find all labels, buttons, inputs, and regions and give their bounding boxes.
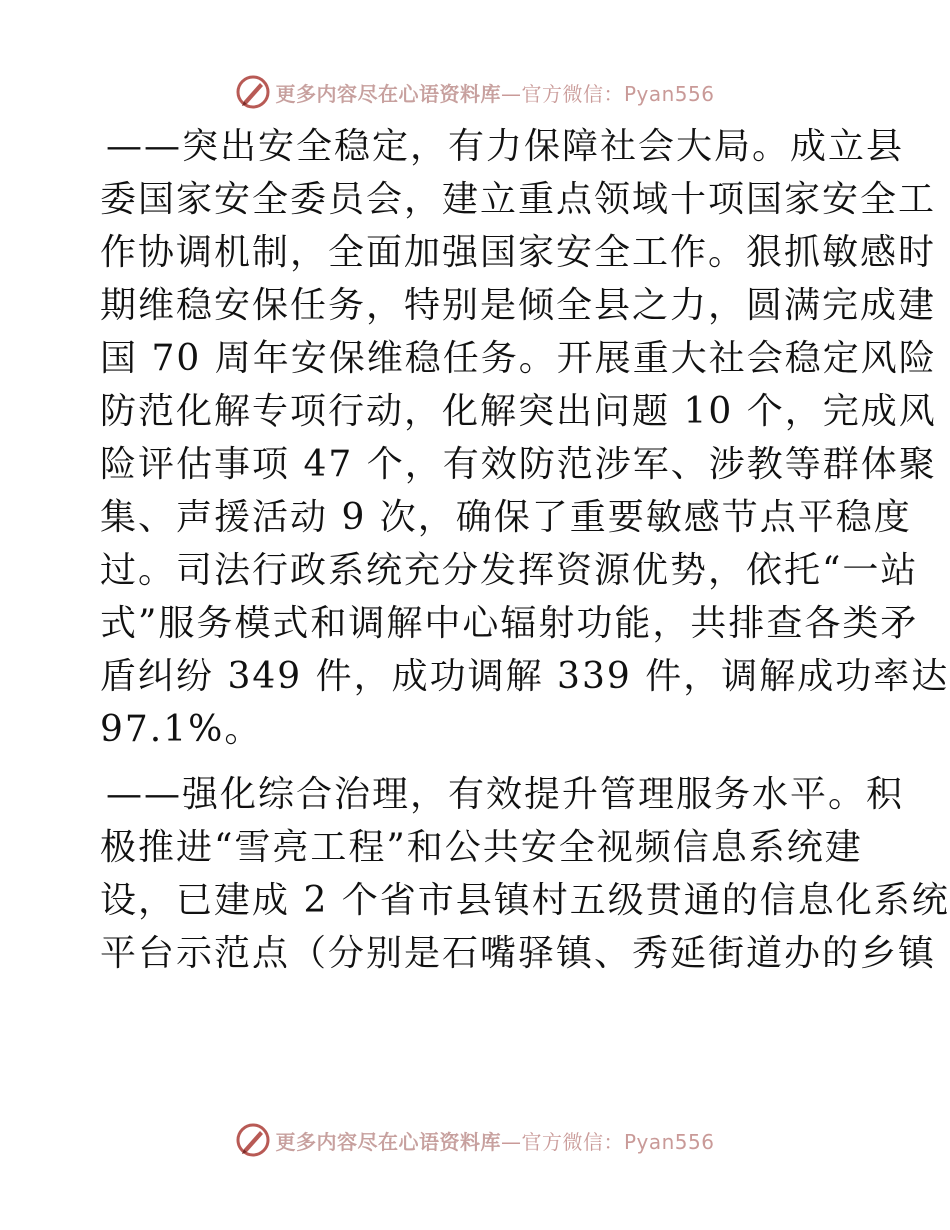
watermark-banner-bottom	[0, 1118, 950, 1162]
paragraph-governance	[100, 768, 950, 980]
text-line: 作协调机制，全面加强国家安全工作。狠抓敏感时	[100, 232, 937, 273]
watermark-text	[275, 1126, 714, 1155]
text-line: 委国家安全委员会，建立重点领域十项国家安全工	[100, 179, 937, 220]
watermark-brand: 更多内容尽在心语资料库	[275, 1129, 501, 1154]
paragraph-security	[100, 120, 950, 756]
pen-logo-icon	[235, 1122, 271, 1158]
text-line: 过。司法行政系统充分发挥资源优势，依托“一站	[100, 550, 919, 591]
text-line: 97.1%。	[100, 709, 263, 750]
watermark-brand: 更多内容尽在心语资料库	[275, 81, 501, 106]
watermark-separator: —	[500, 1129, 522, 1154]
text-line: 险评估事项 47 个，有效防范涉军、涉教等群体聚	[100, 444, 937, 485]
text-line: 期维稳安保任务，特别是倾全县之力，圆满完成建	[100, 285, 937, 326]
watermark-suffix: 官方微信：Pyan556	[521, 81, 715, 106]
document-body	[100, 120, 950, 992]
text-line: ——突出安全稳定，有力保障社会大局。成立县	[106, 126, 905, 167]
text-line: 平台示范点（分别是石嘴驿镇、秀延街道办的乡镇	[100, 933, 937, 974]
text-line: 式”服务模式和调解中心辐射功能，共排查各类矛	[100, 603, 919, 644]
text-line: 盾纠纷 349 件，成功调解 339 件，调解成功率达	[100, 656, 950, 697]
watermark-banner-top	[0, 70, 950, 114]
text-line: ——强化综合治理，有效提升管理服务水平。积	[106, 774, 905, 815]
text-line: 国 70 周年安保维稳任务。开展重大社会稳定风险	[100, 338, 937, 379]
text-line: 设，已建成 2 个省市县镇村五级贯通的信息化系统	[100, 880, 950, 921]
watermark-text	[275, 78, 714, 107]
watermark-separator: —	[500, 81, 522, 106]
text-line: 极推进“雪亮工程”和公共安全视频信息系统建	[100, 827, 863, 868]
pen-logo-icon	[235, 74, 271, 110]
watermark-suffix: 官方微信：Pyan556	[521, 1129, 715, 1154]
text-line: 集、声援活动 9 次，确保了重要敏感节点平稳度	[100, 497, 912, 538]
text-line: 防范化解专项行动，化解突出问题 10 个，完成风	[100, 391, 937, 432]
